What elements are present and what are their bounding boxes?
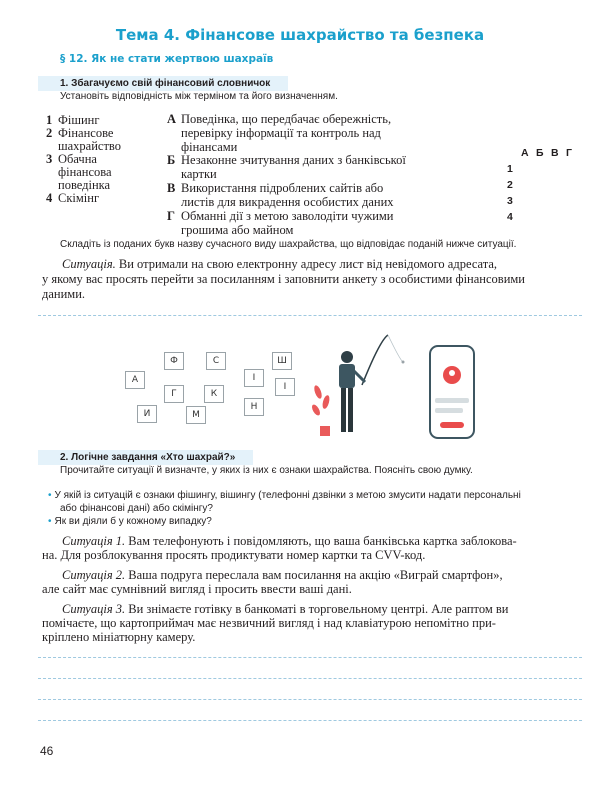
answer-row-4: 4: [507, 211, 513, 223]
answer-write-line[interactable]: [38, 657, 582, 658]
bullet-icon: •: [48, 516, 52, 527]
topic-title: Тема 4. Фінансове шахрайство та безпека: [115, 26, 485, 44]
letter-tile: М: [186, 406, 206, 424]
situation-1-line-1: Ситуація 1. Вам телефонують і повідомляють, що ваша банківська картка заблокова-: [62, 534, 517, 548]
answer-write-line[interactable]: [38, 720, 582, 721]
answer-write-line[interactable]: [38, 678, 582, 679]
situation-3-line-1: Ситуація 3. Ви знімаєте готівку в банкоматі в торговельному центрі. Але раптом ви: [62, 602, 509, 616]
definition-a: А Поведінка, що передбачає обережність, перевірку інформації та контроль над фінансами: [167, 112, 392, 154]
letter-tile: І: [244, 369, 264, 387]
letter-tile: Н: [244, 398, 264, 416]
situation-3-line-3: кріплено мініатюрну камеру.: [42, 630, 196, 644]
answer-write-line[interactable]: [38, 699, 582, 700]
letter-tile: К: [204, 385, 224, 403]
definition-b: Б Незаконне зчитування даних з банківської картки: [167, 153, 406, 181]
answer-write-line[interactable]: [38, 315, 582, 316]
task-1-instruction: Установіть відповідність між терміном та його визначенням.: [60, 91, 338, 102]
bullet-icon: •: [48, 490, 52, 501]
answer-header-d: Г: [566, 147, 572, 159]
question-1-line-2: або фінансові дані) або скімінгу?: [60, 503, 213, 514]
definition-d: Г Обманні дії з метою заволодіти чужими грошима або майном: [167, 209, 394, 237]
task-2-instruction: Прочитайте ситуації й визначте, у яких із них є ознаки шахрайства. Поясніть свою думку.: [60, 465, 473, 476]
definition-c: В Використання підроблених сайтів або листів для викрадення особистих даних: [167, 181, 394, 209]
situation-1-line-2: на. Для розблокування просять продиктувати номер картки та CVV-код.: [42, 548, 426, 562]
term-3: 3 Обачна фінансова поведінка: [46, 152, 112, 192]
fishing-phishing-illustration: [310, 330, 490, 442]
situation-line-2: у якому вас просять перейти за посиланням і заповнити анкету з особистими фінансовими: [42, 272, 525, 286]
letter-tile: Г: [164, 385, 184, 403]
letter-tile: Ф: [164, 352, 184, 370]
question-2: • Як ви діяли б у кожному випадку?: [48, 516, 212, 527]
answer-row-1: 1: [507, 163, 513, 175]
letter-tile: І: [275, 378, 295, 396]
letter-tile: А: [125, 371, 145, 389]
term-4: 4 Скімінг: [46, 191, 100, 205]
letter-tile: Ш: [272, 352, 292, 370]
page-number: 46: [40, 744, 54, 758]
task-2-heading: 2. Логічне завдання «Хто шахрай?»: [60, 452, 236, 463]
situation-2-line-1: Ситуація 2. Ваша подруга переслала вам посилання на акцію «Виграй смартфон»,: [62, 568, 503, 582]
situation-2-line-2: але сайт має сумнівний вигляд і просить ввести ваші дані.: [42, 582, 352, 596]
term-2: 2 Фінансове шахрайство: [46, 126, 121, 153]
task-1-heading: 1. Збагачуємо свій фінансовий словничок: [60, 78, 271, 89]
term-1: 1 Фішинг: [46, 113, 100, 127]
situation-line-3: даними.: [42, 287, 86, 301]
situation-line-1: Ситуація. Ви отримали на свою електронну адресу лист від невідомого адресата,: [62, 257, 498, 271]
answer-header-c: В: [551, 147, 559, 159]
situation-3-line-2: помічаєте, що картоприймач має незвичний вигляд і над клавіатурою непомітно при-: [42, 616, 496, 630]
letter-tile: И: [137, 405, 157, 423]
answer-row-3: 3: [507, 195, 513, 207]
section-title: § 12. Як не стати жертвою шахраїв: [60, 53, 274, 65]
answer-header-b: Б: [536, 147, 544, 159]
answer-row-2: 2: [507, 179, 513, 191]
question-1-line-1: • У якій із ситуацій є ознаки фішингу, вішингу (телефонні дзвінки з метою змусити надати персональні: [48, 490, 521, 501]
answer-header-a: А: [521, 147, 529, 159]
compose-prompt: Складіть із поданих букв назву сучасного виду шахрайства, що відповідає поданій нижче ситуації.: [60, 239, 517, 250]
letter-tile: С: [206, 352, 226, 370]
